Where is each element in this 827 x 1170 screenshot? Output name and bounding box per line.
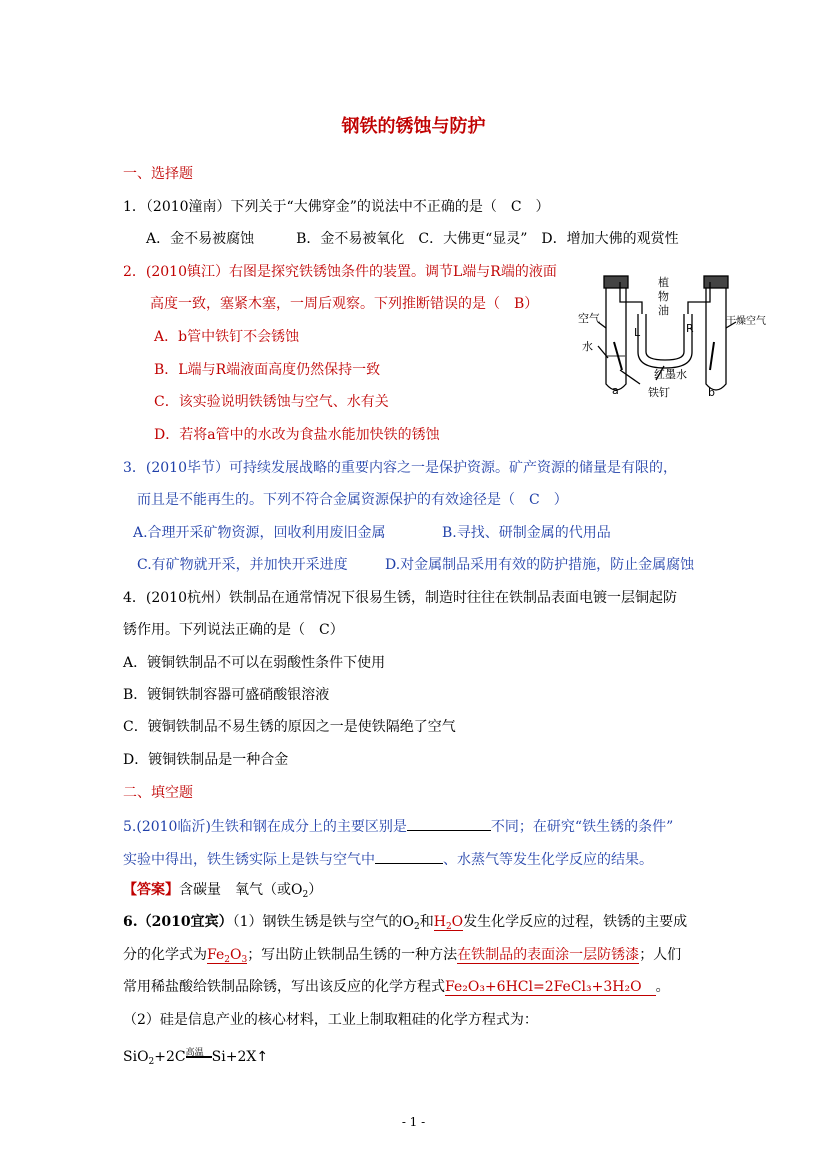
q3-option-b: B.寻找、研制金属的代用品: [442, 525, 611, 541]
q6-line1: [123, 913, 687, 931]
left-test-tube: [606, 288, 626, 390]
q5-answer: [123, 881, 322, 899]
answer-end: ）: [308, 882, 323, 898]
q6-l3a: 常用稀盐酸给铁制品除锈，写出该反应的化学方程式: [123, 979, 445, 995]
reaction-arrow-equals: [185, 1048, 212, 1058]
page-title: 钢铁的锈蚀与防护: [341, 116, 486, 137]
q1-options: A．金不易被腐蚀 B．金不易被氧化 C．大佛更“显灵” D．增加大佛的观赏性: [146, 231, 679, 247]
q6-l1ans: H: [433, 914, 446, 930]
q4-stem-line2: 锈作用。下列说法正确的是（ C）: [123, 622, 344, 638]
q5-blank-2[interactable]: [375, 849, 443, 864]
q6-line4: （2）硅是信息产业的核心材料，工业上制取粗硅的化学方程式为：: [123, 1012, 538, 1028]
q6-line2: [123, 946, 681, 964]
q6-l5c: Si+2X: [211, 1049, 257, 1065]
label-L: L: [634, 326, 641, 339]
q4-stem-line1: 4．(2010杭州）铁制品在通常情况下很易生锈，制造时往往在铁制品表面电镀一层铜起防: [123, 590, 677, 606]
label-red-ink: 红墨水: [654, 368, 687, 381]
q2-option-c: C．该实验说明铁锈蚀与空气、水有关: [154, 394, 389, 410]
q6-number: 6.（2010宜宾）: [123, 914, 233, 930]
q3-option-a: A.合理开采矿物资源，回收利用废旧金属: [133, 525, 386, 541]
q5-part1: 5.(2010临沂)生铁和钢在成分上的主要区别是: [123, 819, 407, 835]
q6-answer-water: [434, 914, 463, 931]
rust-experiment-diagram: [578, 266, 788, 402]
q6-l1c: 发生化学反应的过程，铁锈的主要成: [463, 914, 688, 930]
label-dry-air: 干燥空气: [726, 316, 766, 327]
q6-line3: [123, 978, 670, 996]
q6-answer-equation: Fe₂O₃+6HCl=2FeCl₃+3H₂O: [445, 979, 656, 996]
section-heading-fill: 二、填空题: [123, 785, 193, 801]
answer-tag: 【答案】: [123, 882, 179, 898]
q5-part4: 、水蒸气等发生化学反应的结果。: [443, 852, 653, 868]
q6-answer-method: 在铁制品的表面涂一层防锈漆: [457, 947, 640, 963]
q6-l2ans: Fe: [207, 947, 225, 963]
q4-option-a: A．镀铜铁制品不可以在弱酸性条件下使用: [123, 655, 386, 671]
label-oil-3: 油: [658, 304, 669, 317]
q3-option-c: C.有矿物就开采，并加快开采进度: [137, 557, 348, 573]
q4-option-b: B．镀铜铁制容器可盛硝酸银溶液: [123, 687, 330, 703]
label-a: a: [612, 384, 619, 397]
label-water: 水: [582, 340, 593, 353]
label-nail: 铁钉: [648, 386, 670, 399]
q6-answer-rust-formula: [207, 947, 247, 964]
q2-option-a: A．b管中铁钉不会锈蚀: [154, 329, 300, 345]
q6-l5a: SiO: [123, 1049, 149, 1065]
q6-l1ans-sub: 2: [445, 922, 452, 932]
q6-l1sub: 2: [413, 922, 420, 932]
q6-condition: 高温: [185, 1048, 204, 1058]
answer-text: 含碳量 氧气（或O: [179, 882, 303, 898]
q3-stem-line2: 而且是不能再生的。下列不符合金属资源保护的有效途径是（ C ）: [137, 492, 568, 508]
right-test-tube: [706, 288, 726, 390]
q3-stem-line1: 3．(2010毕节）可持续发展战略的重要内容之一是保护资源。矿产资源的储量是有限的，: [123, 460, 677, 476]
q2-stem-line2: 高度一致，塞紧木塞，一周后观察。下列推断错误的是（ B）: [150, 296, 539, 312]
q5-part2: 不同；在研究“铁生锈的条件”: [490, 819, 674, 835]
q5-part3: 实验中得出，铁生锈实际上是铁与空气中: [123, 852, 375, 868]
q6-l5b: +2C: [154, 1049, 186, 1065]
q2-option-b: B．L端与R端液面高度仍然保持一致: [154, 362, 381, 378]
q1-stem: 1．（2010潼南）下列关于“大佛穿金”的说法中不正确的是（ C ）: [123, 199, 550, 215]
q6-l1b: 和: [419, 914, 434, 930]
q5-line2: [123, 849, 653, 869]
q6-l2a: 分的化学式为: [123, 947, 207, 963]
q6-l2ans-s1: 2: [224, 955, 230, 965]
q2-stem-line1: 2．(2010镇江）右图是探究铁锈蚀条件的装置。调节L端与R端的液面: [123, 264, 557, 280]
q6-silicon-equation: [123, 1048, 268, 1066]
q3-option-d: D.对金属制品采用有效的防护措施，防止金属腐蚀: [385, 557, 695, 573]
q6-l1a: （1）钢铁生锈是铁与空气的O: [232, 914, 414, 930]
q5-line1: [123, 816, 673, 836]
right-stopper: [704, 276, 728, 288]
gas-arrow-icon: ↑: [256, 1049, 269, 1065]
q5-blank-1[interactable]: [407, 816, 491, 831]
q2-option-d: D．若将a管中的水改为食盐水能加快铁的锈蚀: [154, 427, 440, 443]
label-R: R: [686, 322, 694, 335]
q6-l2ans-s2: 3: [241, 955, 248, 965]
q4-option-c: C．镀铜铁制品不易生锈的原因之一是使铁隔绝了空气: [123, 719, 456, 735]
label-oil-2: 物: [658, 290, 669, 303]
left-stopper: [604, 276, 628, 288]
page-number: - 1 -: [401, 1115, 426, 1129]
section-heading-choice: 一、选择题: [123, 166, 193, 182]
q4-option-d: D．镀铜铁制品是一种合金: [123, 752, 289, 768]
label-air: 空气: [578, 312, 600, 325]
right-nail: [710, 342, 714, 370]
label-oil-1: 植: [658, 276, 669, 289]
q6-l2ans-m: O: [229, 947, 242, 963]
q6-l1ans-end: O: [451, 914, 464, 930]
q6-l2c: ；人们: [639, 947, 682, 963]
q6-l3end: 。: [655, 979, 670, 995]
q6-l2b: ；写出防止铁制品生锈的一种方法: [247, 947, 458, 963]
label-b: b: [708, 386, 715, 399]
answer-sub: 2: [302, 890, 309, 900]
q6-l5sub: 2: [148, 1057, 155, 1067]
